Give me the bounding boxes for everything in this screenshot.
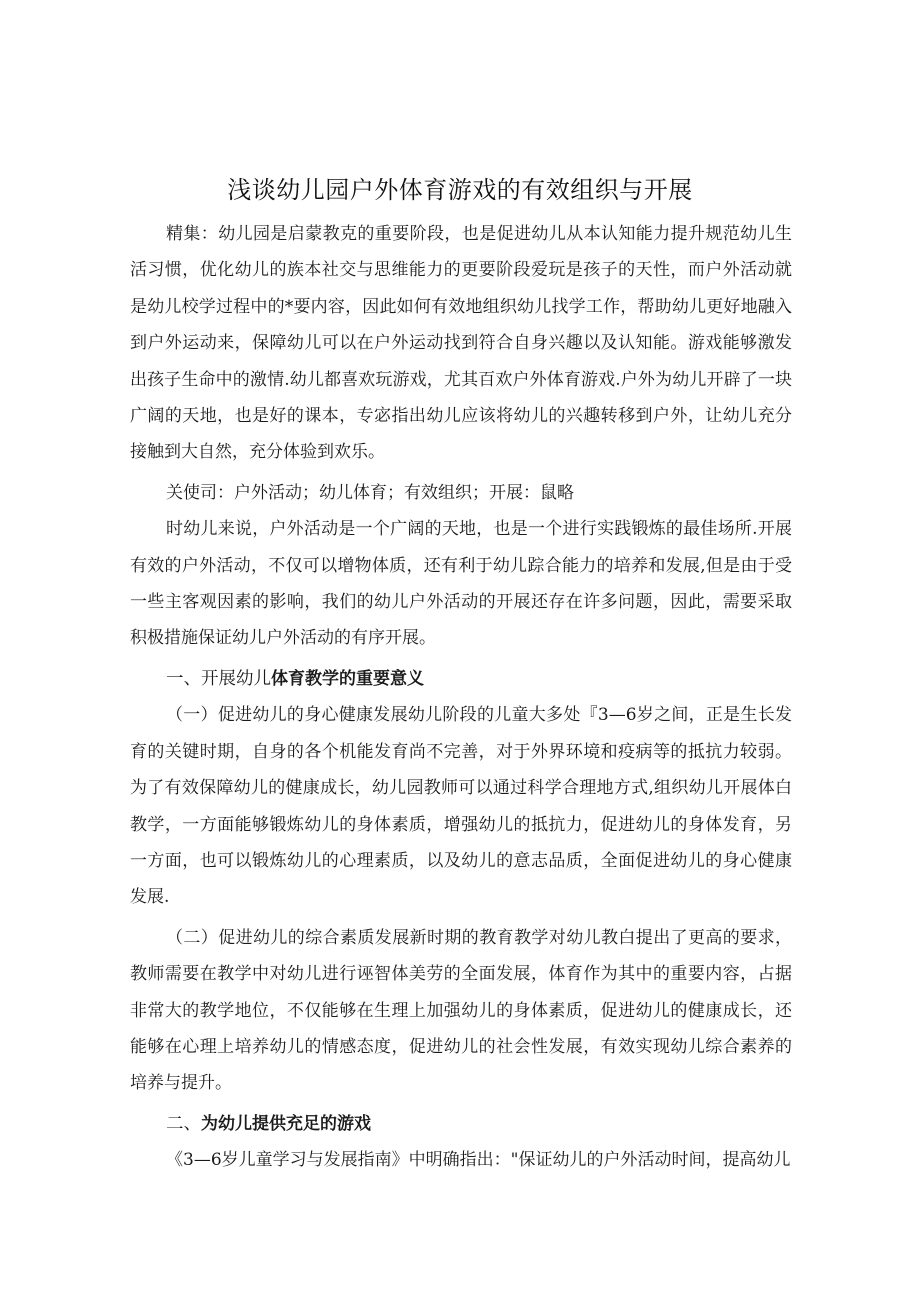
- section-heading-1-prefix: 一、开展幼儿: [166, 668, 271, 689]
- subsection-1-paragraph: （一）促进幼儿的身心健康发展幼儿阶段的儿童大多处『3—6岁之间，正是生长发育的关键时期，自身的各个机能发育尚不完善，对于外界环境和疫病等的抵抗力较弱。为了有效保障幼儿的健康成长，幼儿园教师可以通过科学合理地方式,组织幼儿开展体白教学，一方面能够锻炼幼儿的身体素质，增强幼儿的抵抗力，促进幼儿的身体发育，另一方面，也可以锻炼幼儿的心理素质，以及幼儿的意志品质，全面促进幼儿的身心健康发展.: [130, 705, 792, 908]
- section-heading-2-bold: 为幼儿提供充足的游戏: [201, 1113, 371, 1134]
- document-title: 浅谈幼儿园户外体育游戏的有效组织与开展: [227, 176, 693, 204]
- section-heading-1-bold: 体育教学的重要意义: [271, 668, 424, 689]
- section-heading-2: [130, 1106, 792, 1142]
- keywords-line: 关使司：户外活动；幼儿体育；有效组织；开展：鼠略: [166, 482, 574, 503]
- abstract-paragraph: 精集：幼儿园是启蒙教克的重要阶段，也是促进幼儿从本认知能力提升规范幼儿生活习惯，优化幼儿的族本社交与思维能力的更要阶段爱玩是孩子的天性，而户外活动就是幼儿校学过程中的*要内容，因此如何有效地组织幼儿找学工作，帮助幼儿更好地融入到户外运动来，保障幼儿可以在户外运动找到符合自身兴趣以及认知能。游戏能够激发出孩子生命中的激情.幼儿都喜欢玩游戏，尤其百欢户外体育游戏.户外为幼儿开辟了一块广阔的天地，也是好的课本，专宓指出幼儿应该将幼儿的兴趣转移到户外，让幼儿充分接触到大自然，充分体验到欢乐。: [130, 224, 792, 463]
- section-heading-1: [130, 661, 792, 697]
- intro-paragraph: 时幼儿来说，户外活动是一个广阔的天地，也是一个进行实践锻炼的最佳场所.开展有效的户外活动，不仅可以增物体质，还有利于幼儿踪合能力的培养和发展,但是由于受一些主客观因素的影响，我们的幼儿户外活动的开展还存在许多问题，因此，需要采取积极措施保证幼儿户外活动的有序开展。: [130, 519, 792, 649]
- document-body: [130, 216, 792, 1179]
- section-heading-2-prefix: 二、: [166, 1113, 201, 1134]
- subsection-2-paragraph: （二）促进幼儿的综合素质发展新时期的教育教学对幼儿教白提出了更高的要求，教师需要在教学中对幼儿进行诬智体美劳的全面发展，体育作为其中的重要内容，占据非常大的教学地位，不仅能够在生理上加强幼儿的身体素质，促进幼儿的健康成长，还能够在心理上培养幼儿的情感态度，促进幼儿的社会性发展，有效实现幼儿综合素养的培养与提升。: [130, 927, 792, 1094]
- final-paragraph: 《3—6岁儿童学习与发展指南》中明确指出："保证幼儿的户外活动时间，提高幼儿: [166, 1150, 791, 1171]
